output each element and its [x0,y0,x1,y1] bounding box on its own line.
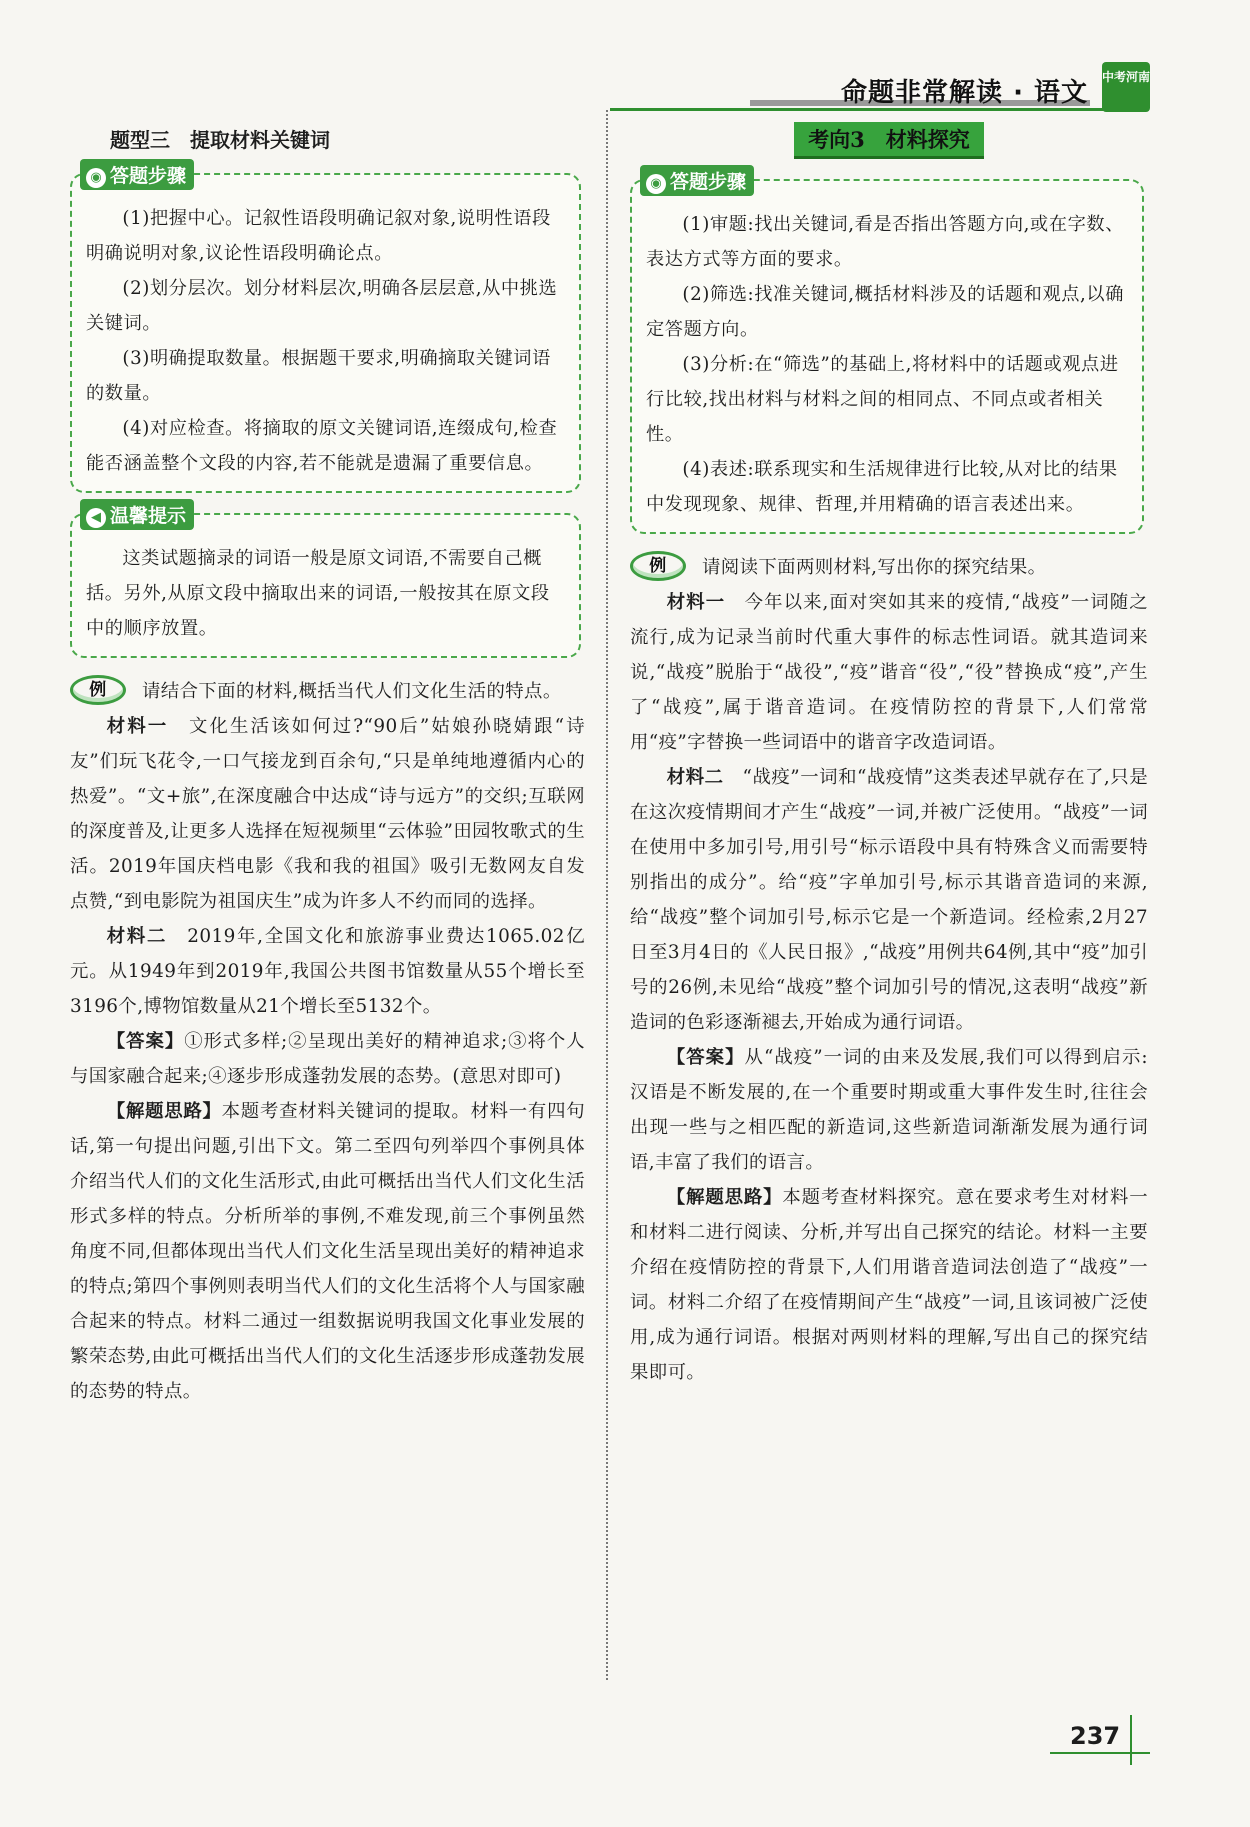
step-item: (4)对应检查。将摘取的原文关键词语,连缀成句,检查能否涵盖整个文段的内容,若不能就是遗漏了重要信息。 [86,418,558,474]
step-item: (3)明确提取数量。根据题干要求,明确摘取关键词语的数量。 [86,348,551,404]
steps-box-left [70,165,581,493]
step-item: (2)筛选:找准关键词,概括材料涉及的话题和观点,以确定答题方向。 [646,284,1124,340]
topic-banner-wrap [630,122,1148,159]
steps-box-label: ◉ 答题步骤 [640,165,754,196]
page-header [610,62,1150,116]
step-item: (1)把握中心。记叙性语段明确记叙对象,说明性语段明确说明对象,议论性语段明确论点。 [86,208,551,264]
pin-icon: ◉ [646,174,666,194]
steps-box-label: ◉ 答题步骤 [80,159,194,190]
publisher-logo: 中考河南 [1102,62,1150,112]
step-item: (2)划分层次。划分材料层次,明确各层层意,从中挑选关键词。 [86,278,558,334]
material-two: 材料二 “战疫”一词和“战疫情”这类表述早就存在了,只是在这次疫情期间才产生“战疫”一词,并被广泛使用。“战疫”一词在使用中多加引号,用引号“标示语段中具有特殊含义而需要特别指出的成分”。给“疫”字单加引号,标示其谐音造词的来源,给“战疫”整个词加引号,标示它是一个新造词。经检索,2月27日至3月4日的《人民日报》,“战疫”用例共64例,其中“疫”加引号的26例,未见给“战疫”整个词加引号的情况,这表明“战疫”新造词的色彩逐渐褪去,开始成为通行词语。 [630,767,1149,1033]
material-one: 材料一 今年以来,面对突如其来的疫情,“战疫”一词随之流行,成为记录当前时代重大事件的标志性词语。就其造词来说,“战疫”脱胎于“战役”,“疫”谐音“役”,“役”替换成“疫”,产生了“战疫”,属于谐音造词。在疫情防控的背景下,人们常常用“疫”字替换一些词语中的谐音字改造词语。 [630,592,1148,753]
material-one: 材料一 文化生活该如何过?“90后”姑娘孙晓婧跟“诗友”们玩飞花令,一口气接龙到百余句,“只是单纯地遵循内心的热爱”。“文+旅”,在深度融合中达成“诗与远方”的交织;互联网的深度普及,让更多人选择在短视频里“云体验”田园牧歌式的生活。2019年国庆档电影《我和我的祖国》吸引无数网友自发点赞,“到电影院为祖国庆生”成为许多人不约而同的选择。 [70,716,585,912]
example-badge: 例 [630,551,686,581]
analysis: 【解题思路】本题考查材料关键词的提取。材料一有四句话,第一句提出问题,引出下文。第二至四句列举四个事例具体介绍当代人们的文化生活形式,由此可概括出当代人们文化生活形式多样的特点。分析所举的事例,不难发现,前三个事例虽然角度不同,但都体现出当代人们文化生活呈现出美好的精神追求的特点;第四个事例则表明当代人们的文化生活将个人与国家融合起来的特点。材料二通过一组数据说明我国文化事业发展的繁荣态势,由此可概括出当代人们的文化生活逐步形成蓬勃发展的态势的特点。 [70,1101,585,1402]
column-divider [606,110,608,1680]
right-column [630,120,1148,1390]
page-number: 237 [1070,1722,1121,1750]
tip-text: 这类试题摘录的词语一般是原文词语,不需要自己概括。另外,从原文段中摘取出来的词语,一般按其在原文段中的顺序放置。 [86,548,550,639]
example-prompt: 例 请阅读下面两则材料,写出你的探究结果。 [630,550,1148,585]
steps-box-right [630,171,1144,534]
section-heading: 题型三 提取材料关键词 [110,128,330,152]
step-item: (4)表述:联系现实和生活规律进行比较,从对比的结果中发现现象、规律、哲理,并用精确的语言表述出来。 [646,459,1118,515]
example-badge: 例 [70,675,126,705]
pin-icon: ◉ [86,168,106,188]
page-number-rule-vertical [1130,1715,1132,1765]
example-right [630,550,1148,1390]
analysis: 【解题思路】本题考查材料探究。意在要求考生对材料一和材料二进行阅读、分析,并写出自己探究的结论。材料一主要介绍在疫情防控的背景下,人们用谐音造词法创造了“战疫”一词。材料二介绍了在疫情期间产生“战疫”一词,且该词被广泛使用,成为通行词语。根据对两则材料的理解,写出自己的探究结果即可。 [630,1187,1148,1383]
left-column [70,120,585,1409]
tip-box [70,505,581,658]
page-number-rule [1050,1752,1150,1754]
tip-box-label: ◀ 温馨提示 [80,499,194,530]
step-item: (3)分析:在“筛选”的基础上,将材料中的话题或观点进行比较,找出材料与材料之间的相同点、不同点或者相关性。 [646,354,1119,445]
megaphone-icon: ◀ [86,508,106,528]
answer: 【答案】从“战疫”一词的由来及发展,我们可以得到启示:汉语是不断发展的,在一个重要时期或重大事件发生时,往往会出现一些与之相匹配的新造词,这些新造词渐渐发展为通行词语,丰富了我们的语言。 [630,1047,1148,1173]
material-two: 材料二 2019年,全国文化和旅游事业费达1065.02亿元。从1949年到2019年,我国公共图书馆数量从55个增长至3196个,博物馆数量从21个增长至5132个。 [70,926,585,1017]
example-left [70,674,585,1409]
answer: 【答案】①形式多样;②呈现出美好的精神追求;③将个人与国家融合起来;④逐步形成蓬勃发展的态势。(意思对即可) [70,1031,585,1087]
example-prompt: 例 请结合下面的材料,概括当代人们文化生活的特点。 [70,674,585,709]
topic-banner: 考向3 材料探究 [794,122,984,159]
header-title: 命题非常解读 · 语文 [841,78,1088,108]
step-item: (1)审题:找出关键词,看是否指出答题方向,或在字数、表达方式等方面的要求。 [646,214,1124,270]
